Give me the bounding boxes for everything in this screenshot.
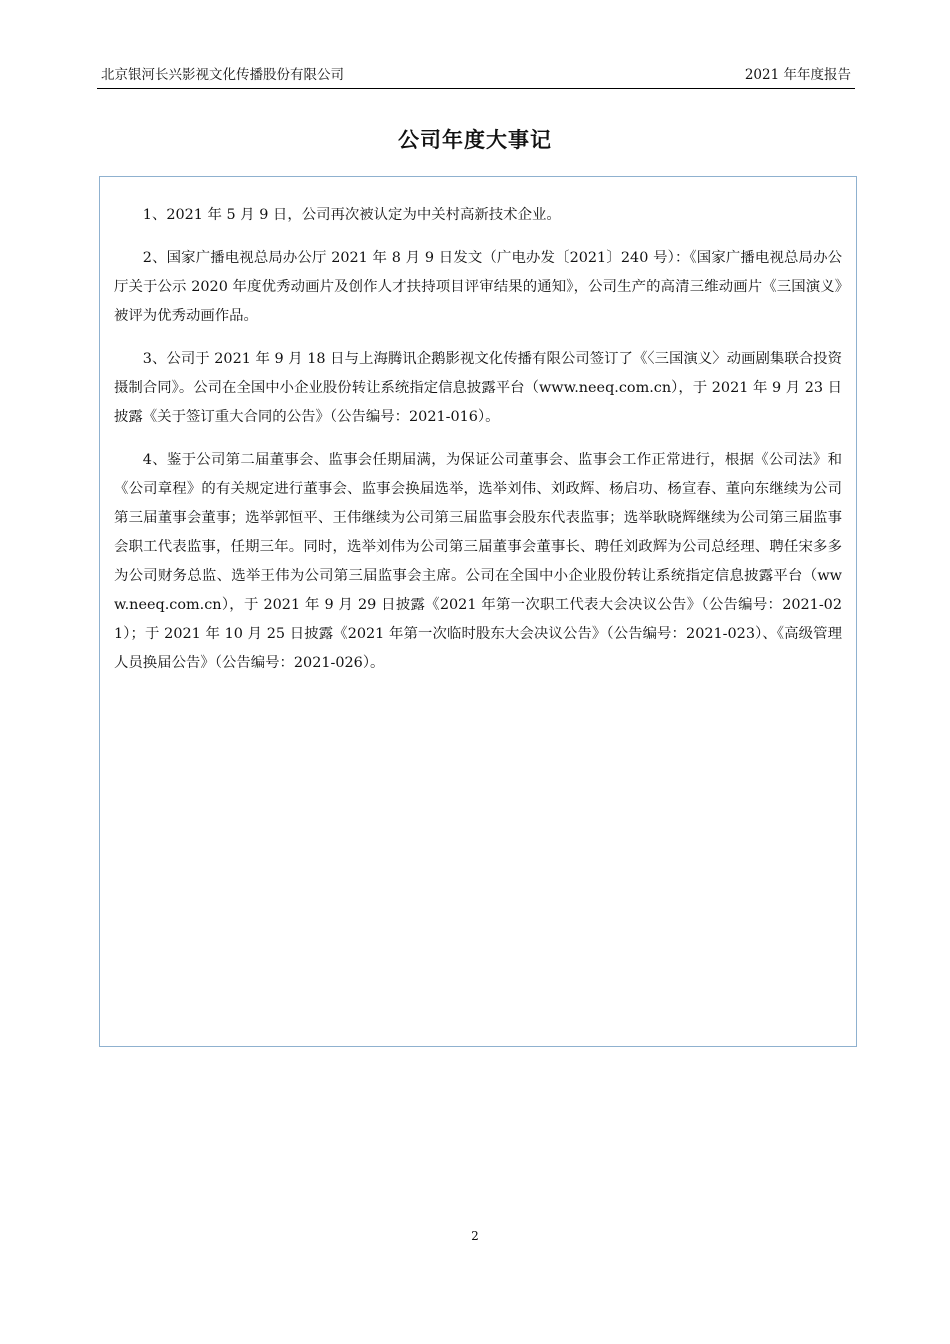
event-item-2: 2、国家广播电视总局办公厅 2021 年 8 月 9 日发文（广电办发〔2021〕240 号）：《国家广播电视总局办公厅关于公示 2020 年度优秀动画片及创作人才扶持项目评审结果的通知》，公司生产的高清三维动画片《三国演义》被评为优秀动画作品。 <box>114 250 842 324</box>
header-report-title: 2021 年年度报告 <box>744 67 851 83</box>
page-title: 公司年度大事记 <box>398 128 552 152</box>
page-header <box>97 62 855 89</box>
events-box <box>99 176 857 1047</box>
event-item-3: 3、公司于 2021 年 9 月 18 日与上海腾讯企鹅影视文化传播有限公司签订了《〈三国演义〉动画剧集联合投资摄制合同》。公司在全国中小企业股份转让系统指定信息披露平台（www.neeq.com.cn），于 2021 年 9 月 23 日披露《关于签订重大合同的公告》（公告编号：2021-016）。 <box>114 351 842 425</box>
page-number: 2 <box>471 1229 479 1243</box>
header-company-name: 北京银河长兴影视文化传播股份有限公司 <box>101 67 344 83</box>
event-item-4: 4、鉴于公司第二届董事会、监事会任期届满，为保证公司董事会、监事会工作正常进行，根据《公司法》和《公司章程》的有关规定进行董事会、监事会换届选举，选举刘伟、刘政辉、杨启功、杨宣春、董向东继续为公司第三届董事会董事；选举郭恒平、王伟继续为公司第三届监事会股东代表监事；选举耿晓辉继续为公司第三届监事会职工代表监事，任期三年。同时，选举刘伟为公司第三届董事会董事长、聘任刘政辉为公司总经理、聘任宋多多为公司财务总监、选举王伟为公司第三届监事会主席。公司在全国中小企业股份转让系统指定信息披露平台（www.neeq.com.cn），于 2021 年 9 月 29 日披露《2021 年第一次职工代表大会决议公告》（公告编号：2021-021）；于 2021 年 10 月 25 日披露《2021 年第一次临时股东大会决议公告》（公告编号：2021-023）、《高级管理人员换届公告》（公告编号：2021-026）。 <box>114 452 842 671</box>
event-item-1: 1、2021 年 5 月 9 日，公司再次被认定为中关村高新技术企业。 <box>142 207 561 223</box>
